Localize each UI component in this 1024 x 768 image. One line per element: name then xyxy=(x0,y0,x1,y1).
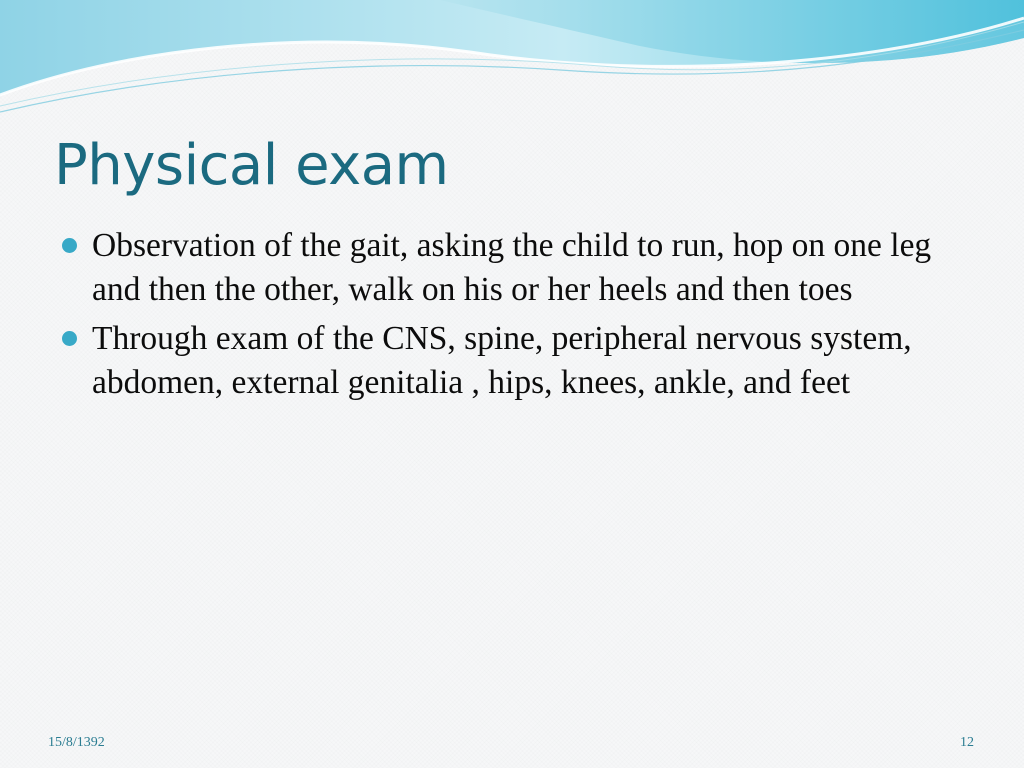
slide-title: Physical exam xyxy=(54,133,449,198)
bullet-dot-icon xyxy=(62,238,77,253)
bullet-text: Observation of the gait, asking the child to run, hop on one leg and then the other, walk on his or her heels and then toes xyxy=(92,227,932,308)
footer-page-number: 12 xyxy=(960,735,974,750)
bullet-list xyxy=(62,224,962,410)
header-wave-decoration xyxy=(0,0,1024,130)
bullet-item xyxy=(62,317,962,405)
bullet-dot-icon xyxy=(62,331,77,346)
bullet-text: Through exam of the CNS, spine, peripheral nervous system, abdomen, external genitalia , hips, knees, ankle, and feet xyxy=(92,320,912,401)
footer-date: 15/8/1392 xyxy=(48,735,105,750)
bullet-item xyxy=(62,224,962,312)
